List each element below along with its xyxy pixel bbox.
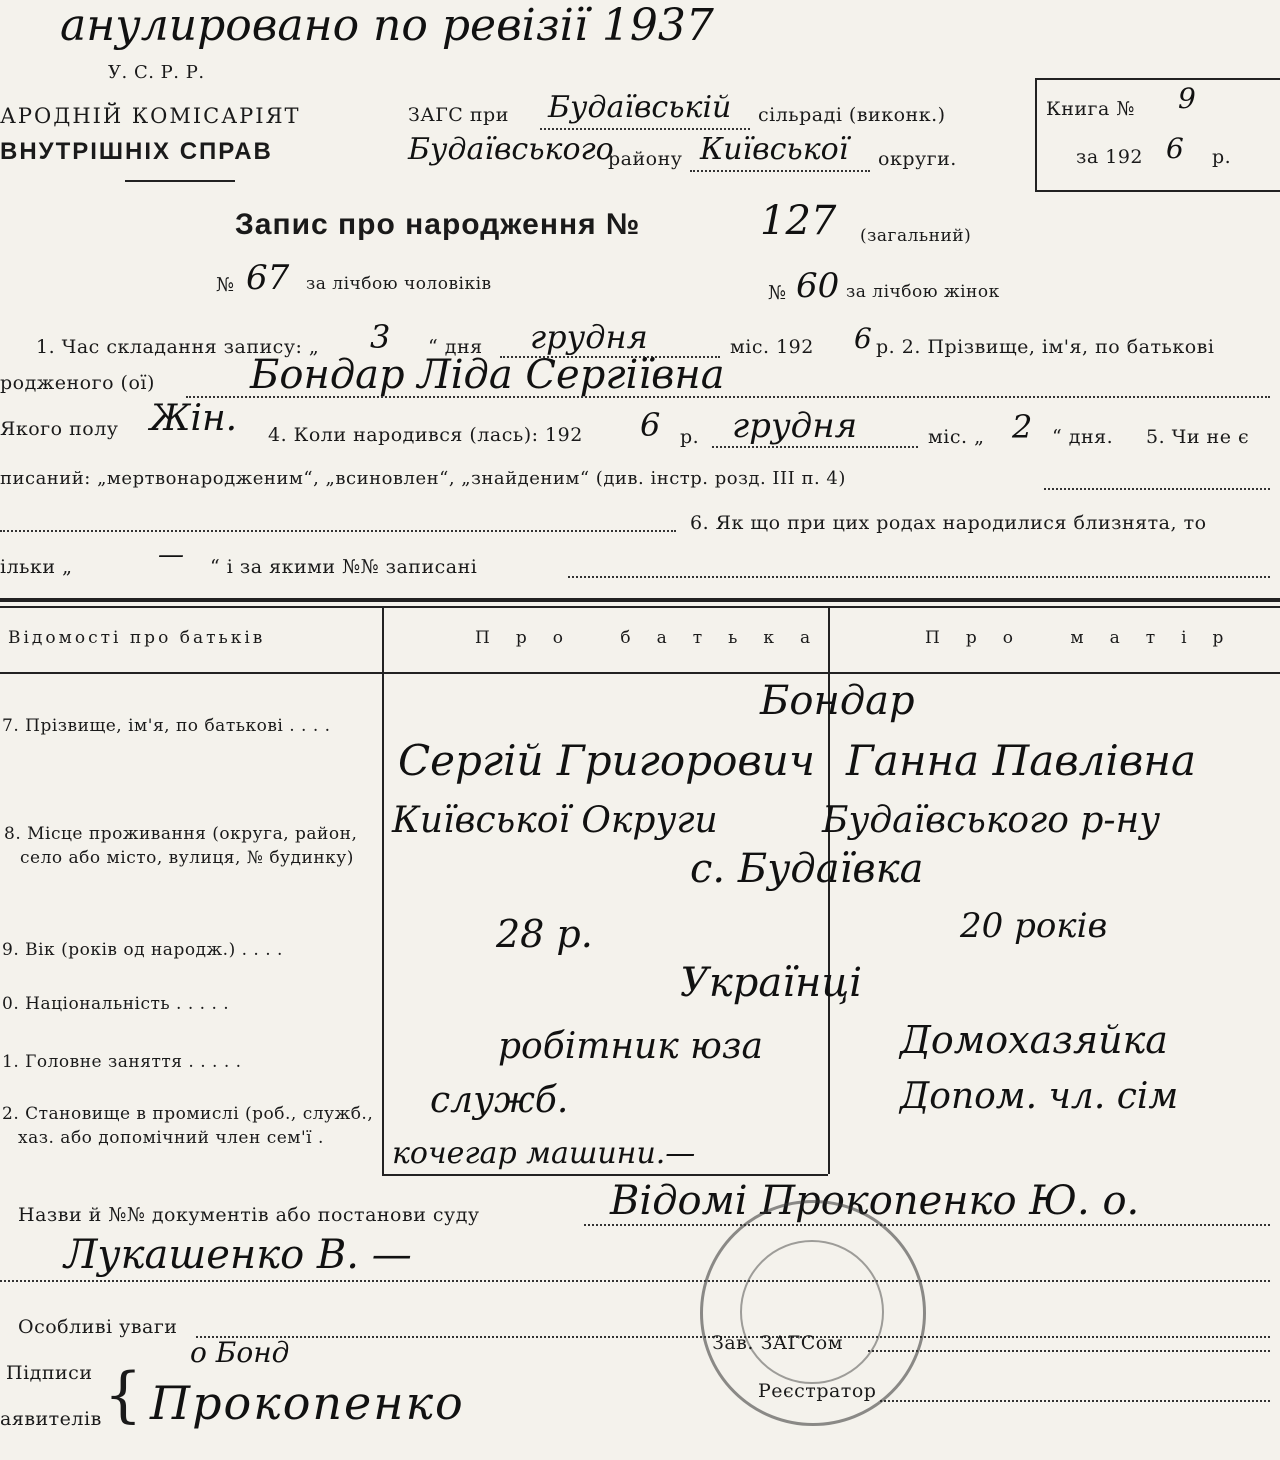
field1-label: 1. Час складання запису: „	[36, 336, 320, 358]
field6-dash: —	[158, 540, 184, 570]
father-age: 28 р.	[496, 912, 593, 956]
field6-line2-b: “ і за якими №№ записані	[210, 556, 478, 578]
mother-status: Допом. чл. сім	[900, 1076, 1179, 1117]
mother-residence: Будаївського р-ну	[822, 800, 1161, 841]
father-name: Сергій Григорович	[398, 736, 815, 785]
record-title: Запис про народження №	[235, 208, 641, 241]
signatures-label-2: аявителів	[0, 1408, 102, 1430]
field4-mis: міс. „	[928, 426, 985, 448]
official-stamp-inner	[740, 1240, 884, 1384]
table-top-border	[0, 598, 1280, 602]
commissariat-line1: АРОДНІЙ КОМІСАРІЯТ	[0, 104, 301, 128]
mother-age: 20 років	[960, 906, 1108, 946]
field1-day-suffix: “ дня	[428, 336, 483, 358]
mother-occupation: Домохазяйка	[900, 1018, 1168, 1062]
table-col2-header: Про батька	[475, 628, 837, 648]
field4-month: грудня	[732, 406, 858, 446]
field4-label: 4. Коли народився (лась): 192	[268, 424, 583, 446]
field1-day: 3	[370, 318, 391, 356]
field1-month: грудня	[530, 318, 648, 356]
header-underline	[125, 180, 235, 182]
zags-district-hand: Будаївського	[408, 132, 614, 167]
father-status: служб.	[430, 1080, 569, 1121]
top-annotation: анулировано по ревізії 1937	[60, 0, 714, 51]
field3-label: Якого полу	[0, 418, 119, 440]
field6-label: 6. Як що при цих родах народилися близнята, то	[690, 512, 1207, 534]
women-label: за лічбою жінок	[846, 282, 1000, 302]
zags-okrug-label: округи.	[878, 148, 957, 170]
men-number: 67	[246, 258, 290, 298]
men-prefix: №	[216, 274, 235, 296]
signature-brace: {	[104, 1360, 143, 1430]
record-number: 127	[760, 198, 837, 244]
field2-label: р. 2. Прізвище, ім'я, по батькові	[876, 336, 1215, 358]
book-year-suffix: р.	[1212, 146, 1232, 168]
field1-month-suffix: міс. 192	[730, 336, 814, 358]
row-label-name: 7. Прізвище, ім'я, по батькові . . . .	[2, 716, 331, 736]
book-year-digit: 6	[1166, 132, 1184, 165]
table-header-border	[0, 672, 1280, 674]
field4-day: 2	[1012, 408, 1033, 446]
table-col-divider-1	[382, 606, 384, 1174]
mother-name: Ганна Павлівна	[846, 736, 1197, 785]
field6-line2-a: ільки „	[0, 556, 73, 578]
record-title-suffix: (загальний)	[860, 226, 972, 246]
field1-year: 6	[854, 322, 872, 355]
zags-council-suffix: сільраді (виконк.)	[758, 104, 946, 126]
table-col3-header: Про матір	[925, 628, 1250, 648]
father-residence: Київської Округи	[392, 800, 718, 841]
documents-value-2: Лукашенко В. —	[64, 1232, 412, 1278]
field4-day-suffix: “ дня.	[1052, 426, 1114, 448]
documents-label: Назви й №№ документів або постанови суду	[18, 1204, 480, 1226]
book-label: Книга №	[1046, 98, 1135, 120]
field4-year: 6	[640, 406, 661, 444]
notes-label: Особливі уваги	[18, 1316, 178, 1338]
row-label-status: 2. Становище в промислі (роб., служб.,	[2, 1104, 374, 1124]
book-year-label: за 192	[1076, 146, 1143, 168]
father-extra: кочегар машини.—	[392, 1136, 696, 1171]
republic-label: У. С. Р. Р.	[108, 62, 205, 83]
row-label-residence: 8. Місце проживання (округа, район,	[4, 824, 358, 844]
field4-r: р.	[680, 426, 700, 448]
field2-value: Бондар Ліда Сергіївна	[250, 352, 725, 398]
row-label-status-2: хаз. або допомічний член сем'ї .	[18, 1128, 324, 1148]
zags-district-label: району	[608, 148, 683, 170]
commissariat-line2: ВНУТРІШНІХ СПРАВ	[0, 138, 273, 165]
surname-shared: Бондар	[760, 678, 915, 724]
women-prefix: №	[768, 282, 787, 304]
nationality-shared: Українці	[680, 960, 863, 1006]
zags-prefix: ЗАГС при	[408, 104, 509, 126]
signature-small: о Бонд	[190, 1336, 290, 1369]
row-label-nationality: 0. Національність . . . . .	[2, 994, 230, 1014]
row-label-occupation: 1. Головне заняття . . . . .	[2, 1052, 242, 1072]
men-label: за лічбою чоловіків	[306, 274, 492, 294]
table-col1-header: Відомості про батьків	[8, 628, 266, 648]
row-label-age: 9. Вік (років од народж.) . . . .	[2, 940, 283, 960]
women-number: 60	[796, 266, 840, 306]
zags-okrug-hand: Київської	[700, 132, 849, 167]
signatures-label-1: Підписи	[6, 1362, 93, 1384]
field5-label: 5. Чи не є	[1146, 426, 1250, 448]
row-label-residence-2: село або місто, вулиця, № будинку)	[20, 848, 354, 868]
residence-shared: с. Будаївка	[690, 846, 924, 892]
registrar-label: Реєстратор	[758, 1380, 877, 1402]
field3-value: Жін.	[150, 398, 238, 439]
field2-sub: родженого (ої)	[0, 372, 155, 394]
zags-head-label: Зав. ЗАГСом	[712, 1332, 844, 1354]
book-number: 9	[1178, 82, 1196, 115]
zags-council-hand: Будаївській	[548, 90, 732, 125]
signature-big: Прокопенко	[150, 1376, 465, 1430]
field5-line2: писаний: „мертвонародженим“, „всиновлен“, „знайденим“ (див. інстр. розд. III п. 4)	[0, 468, 846, 489]
father-occupation: робітник юза	[498, 1026, 763, 1067]
documents-value: Відомі Прокопенко Ю. о.	[610, 1178, 1140, 1224]
